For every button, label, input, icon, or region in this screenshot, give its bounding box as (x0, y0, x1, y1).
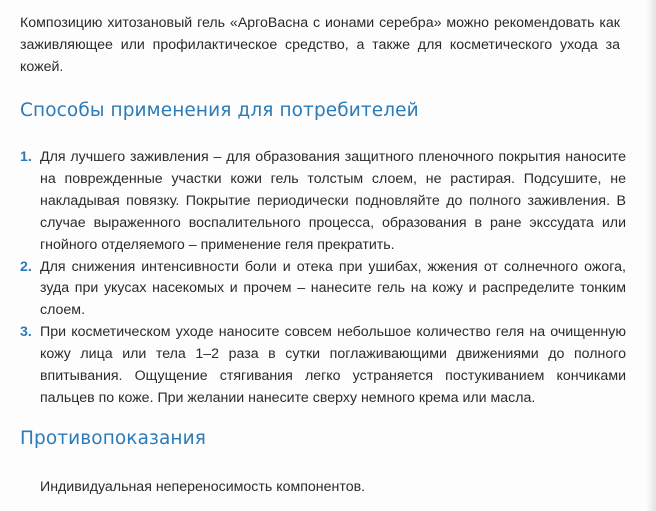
list-number: 2. (20, 258, 32, 275)
list-number: 3. (20, 324, 32, 341)
contraindications-heading: Противопоказания (20, 428, 206, 449)
usage-list (20, 147, 626, 410)
intro-paragraph: Композицию хитозановый гель «АргоВасна с ионами серебра» можно рекомендовать как заживляющее или профилактическое средство, а также для косметического ухода за кожей. (20, 15, 620, 75)
usage-heading: Способы применения для потребителей (20, 100, 419, 121)
usage-list-item (20, 257, 626, 323)
list-item-text: Для снижения интенсивности боли и отека при ушибах, жжения от солнечного ожога, зуда при укусах насекомых и прочем – нанесите гель на кожу и распределите тонким слоем. (40, 258, 626, 319)
usage-list-item (20, 322, 626, 410)
list-number: 1. (20, 149, 32, 165)
usage-list-item (20, 147, 626, 257)
list-item-text: Для лучшего заживления – для образования защитного пленочного покрытия наносите на поврежденные участки кожи гель толстым слоем, не растирая. Подсушите, не накладывая повязку. Покрытие периодически подновляйте до полного заживления. В случае выраженного воспалительного процесса, образования в ране экссудата или гнойного отделяемого – применение геля прекратить. (40, 149, 626, 253)
list-item-text: При косметическом уходе наносите совсем небольшое количество геля на очищенную кожу лица или тела 1–2 раза в сутки поглаживающими движениями до полного впитывания. Ощущение стягивания легко устраняется постукиванием кончиками пальцев по коже. При желании нанесите сверху немного крема или масла. (40, 324, 626, 406)
page-edge-shadow (646, 0, 656, 511)
contraindications-text: Индивидуальная непереносимость компонентов. (40, 479, 366, 495)
